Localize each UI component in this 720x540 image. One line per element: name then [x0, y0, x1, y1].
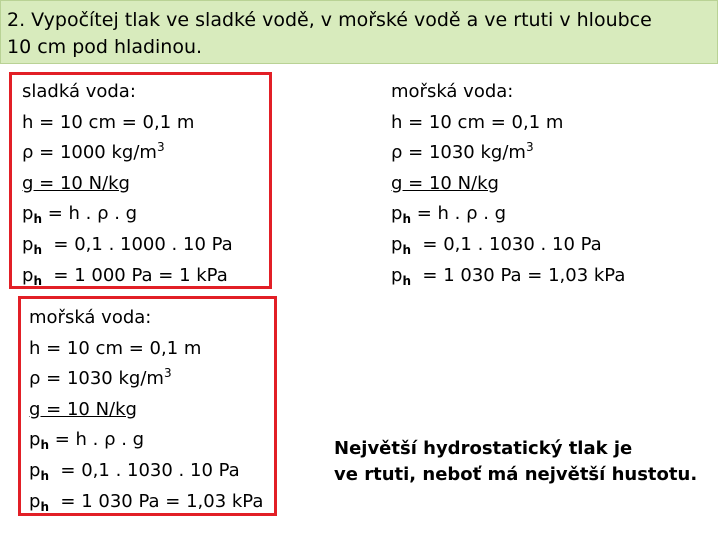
sea-boxed-result-p: p [29, 490, 41, 512]
sea-boxed-calc-rest: = 0,1 . 1030 . 10 Pa [48, 459, 240, 481]
fresh-density-text: ρ = 1000 kg/m [22, 142, 157, 164]
sea-right-heading: mořská voda: [391, 81, 514, 102]
sea-boxed-calc-sub: h [40, 468, 49, 483]
sea-boxed-result [29, 487, 263, 518]
sea-boxed-calculation [29, 456, 263, 487]
fresh-density [22, 138, 233, 169]
fresh-formula-rest: = h . ρ . g [41, 203, 138, 225]
conclusion-line-2: ve rtuti, neboť má největší hustotu. [334, 464, 698, 485]
conclusion-line-1: Největší hydrostatický tlak je [334, 438, 633, 459]
sea-boxed-gravity: g = 10 N/kg [29, 398, 137, 420]
fresh-gravity: g = 10 N/kg [22, 172, 130, 194]
fresh-result-p: p [22, 264, 34, 286]
sea-right-density-text: ρ = 1030 kg/m [391, 142, 526, 164]
sea-right-formula-sub: h [402, 212, 411, 227]
sea-right-formula-p: p [391, 203, 403, 225]
sea-right-calc-p: p [391, 233, 403, 255]
sea-boxed-formula [29, 425, 263, 456]
fresh-density-exponent: 3 [156, 140, 165, 155]
sea-right-result-p: p [391, 264, 403, 286]
sea-boxed-result-sub: h [40, 499, 49, 514]
task-header [0, 0, 718, 64]
sea-water-solution-boxed [29, 303, 263, 517]
sea-boxed-density-text: ρ = 1030 kg/m [29, 368, 164, 390]
fresh-formula-sub: h [33, 212, 42, 227]
fresh-calc-sub: h [33, 242, 42, 257]
sea-boxed-calc-p: p [29, 459, 41, 481]
sea-boxed-density-exponent: 3 [163, 366, 172, 381]
fresh-result-rest: = 1 000 Pa = 1 kPa [41, 264, 228, 286]
sea-right-formula [391, 199, 625, 230]
sea-boxed-formula-p: p [29, 429, 41, 451]
sea-boxed-density [29, 364, 263, 395]
sea-right-calc-sub: h [402, 242, 411, 257]
task-text-line-2: 10 cm pod hladinou. [7, 36, 203, 58]
sea-right-result [391, 261, 625, 292]
sea-right-gravity: g = 10 N/kg [391, 172, 499, 194]
sea-right-formula-rest: = h . ρ . g [410, 203, 507, 225]
sea-boxed-formula-rest: = h . ρ . g [48, 429, 145, 451]
fresh-depth: h = 10 cm = 0,1 m [22, 111, 195, 133]
sea-right-density [391, 138, 625, 169]
fresh-formula-p: p [22, 203, 34, 225]
sea-boxed-result-rest: = 1 030 Pa = 1,03 kPa [48, 490, 264, 512]
sea-boxed-heading: mořská voda: [29, 307, 152, 328]
fresh-calc-p: p [22, 233, 34, 255]
conclusion-text [334, 436, 697, 488]
sea-boxed-depth: h = 10 cm = 0,1 m [29, 337, 202, 359]
sea-water-solution-right [391, 77, 625, 291]
sea-right-depth: h = 10 cm = 0,1 m [391, 111, 564, 133]
fresh-water-solution [22, 77, 233, 291]
fresh-result [22, 261, 233, 292]
sea-right-density-exponent: 3 [525, 140, 534, 155]
sea-right-calculation [391, 230, 625, 261]
sea-right-result-rest: = 1 030 Pa = 1,03 kPa [410, 264, 626, 286]
fresh-result-sub: h [33, 273, 42, 288]
fresh-calc-rest: = 0,1 . 1000 . 10 Pa [41, 233, 233, 255]
sea-right-result-sub: h [402, 273, 411, 288]
fresh-calculation [22, 230, 233, 261]
sea-boxed-formula-sub: h [40, 438, 49, 453]
fresh-formula [22, 199, 233, 230]
fresh-heading: sladká voda: [22, 81, 136, 102]
sea-right-calc-rest: = 0,1 . 1030 . 10 Pa [410, 233, 602, 255]
task-text-line-1: 2. Vypočítej tlak ve sladké vodě, v mořské vodě a ve rtuti v hloubce [7, 9, 652, 31]
